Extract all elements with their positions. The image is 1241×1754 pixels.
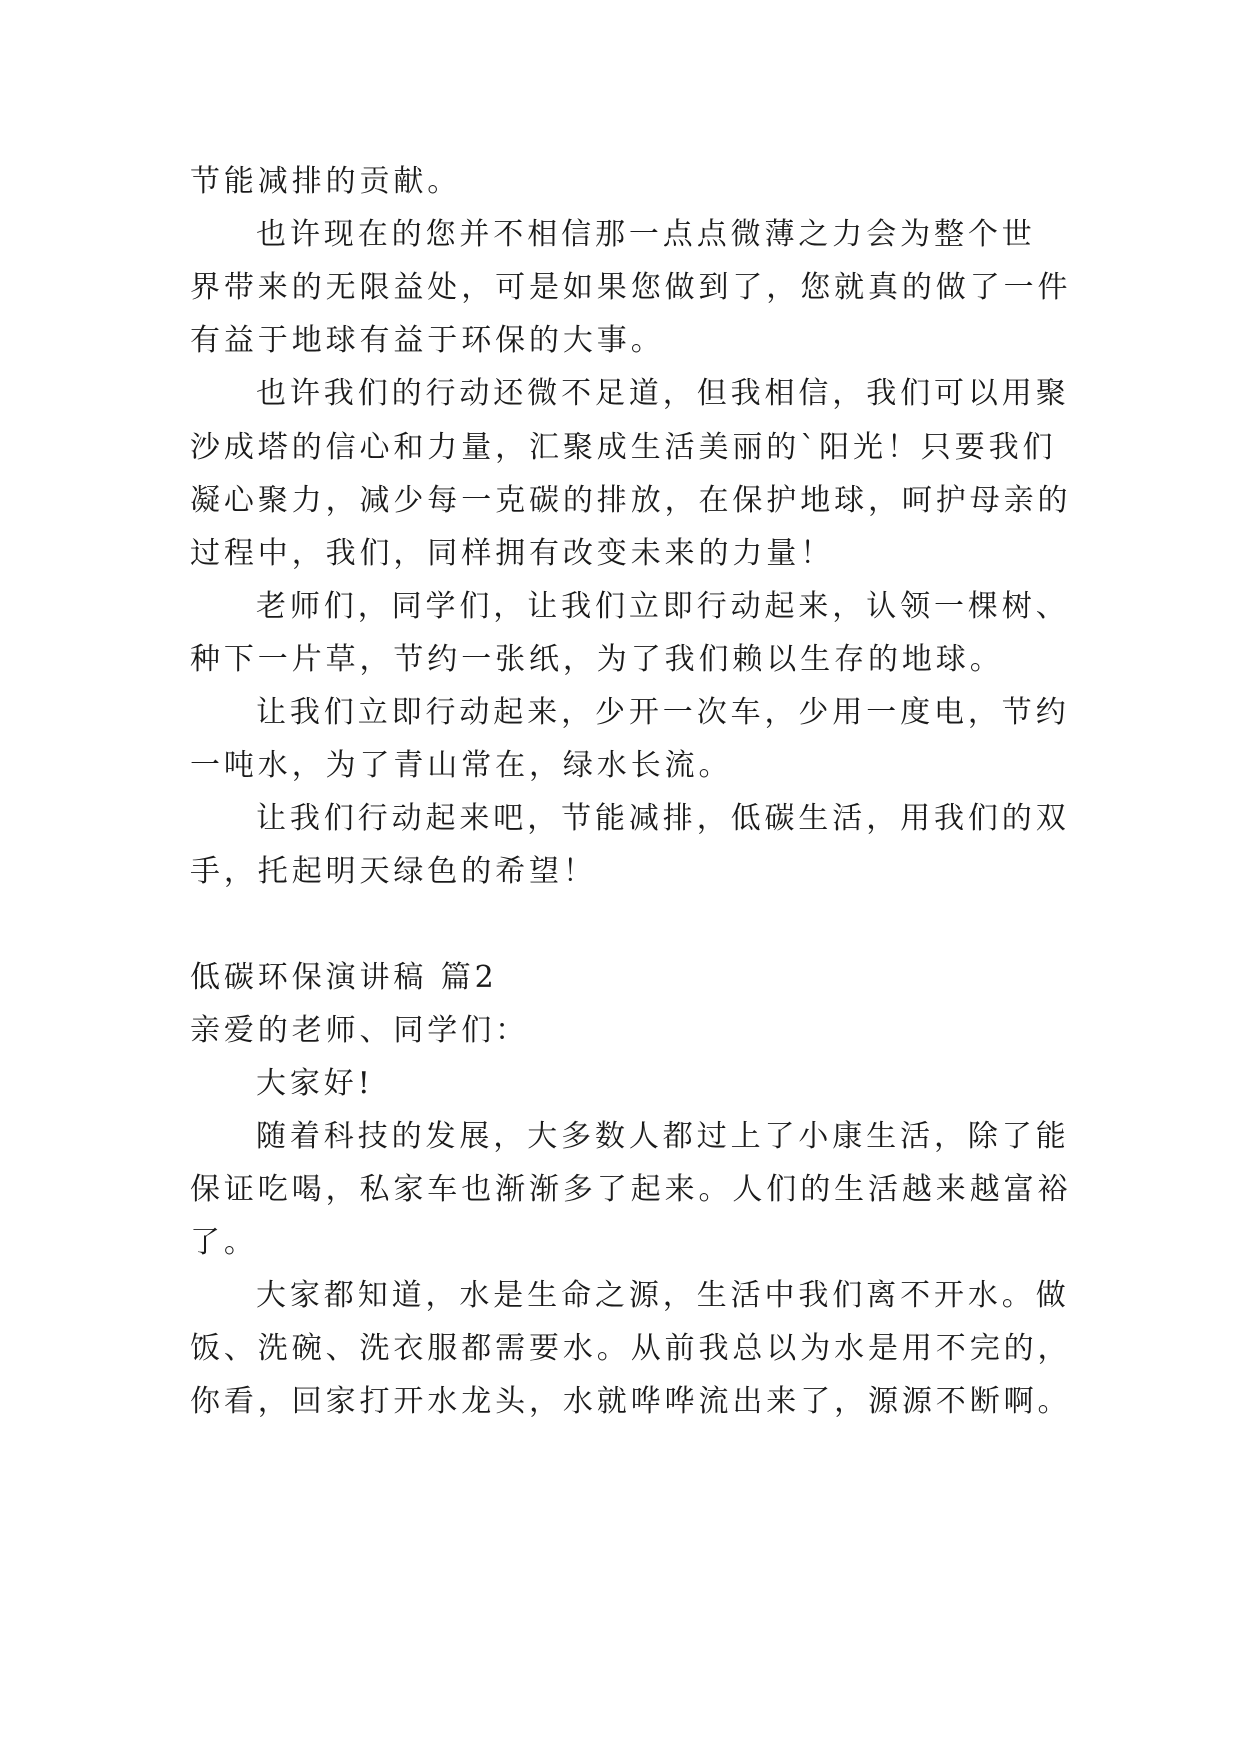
paragraph-line: 节能减排的贡献。	[190, 164, 462, 199]
paragraph-line: 保证吃喝，私家车也渐渐多了起来。人们的生活越来越富裕	[190, 1172, 1072, 1207]
paragraph-line: 让我们立即行动起来，少开一次车，少用一度电，节约	[256, 695, 1070, 730]
paragraph-line: 过程中，我们，同样拥有改变未来的力量！	[190, 536, 835, 571]
paragraph-line: 了。	[190, 1225, 258, 1260]
paragraph-line: 也许我们的行动还微不足道，但我相信，我们可以用聚	[256, 376, 1070, 411]
paragraph-line: 饭、洗碗、洗衣服都需要水。从前我总以为水是用不完的，	[190, 1331, 1072, 1366]
section-title: 低碳环保演讲稿 篇2	[190, 960, 498, 995]
paragraph-line: 随着科技的发展，大多数人都过上了小康生活，除了能	[256, 1119, 1070, 1154]
paragraph-line: 有益于地球有益于环保的大事。	[190, 323, 665, 358]
paragraph-line: 你看，回家打开水龙头，水就哗哗流出来了，源源不断啊。	[190, 1384, 1072, 1419]
paragraph-line: 沙成塔的信心和力量，汇聚成生活美丽的`阳光！只要我们	[190, 430, 1057, 465]
greeting-line: 大家好!	[256, 1066, 374, 1101]
paragraph-line: 界带来的无限益处，可是如果您做到了，您就真的做了一件	[190, 270, 1072, 305]
paragraph-line: 凝心聚力，减少每一克碳的排放，在保护地球，呵护母亲的	[190, 483, 1072, 518]
paragraph-line: 手，托起明天绿色的希望！	[190, 854, 597, 889]
paragraph-line: 也许现在的您并不相信那一点点微薄之力会为整个世	[256, 217, 1036, 252]
paragraph-line: 让我们行动起来吧，节能减排，低碳生活，用我们的双	[256, 801, 1070, 836]
paragraph-line: 一吨水，为了青山常在，绿水长流。	[190, 748, 733, 783]
paragraph-line: 老师们，同学们，让我们立即行动起来，认领一棵树、	[256, 589, 1070, 624]
paragraph-line: 大家都知道，水是生命之源，生活中我们离不开水。做	[256, 1278, 1070, 1313]
paragraph-line: 种下一片草，节约一张纸，为了我们赖以生存的地球。	[190, 642, 1004, 677]
salutation: 亲爱的老师、同学们：	[190, 1013, 529, 1048]
